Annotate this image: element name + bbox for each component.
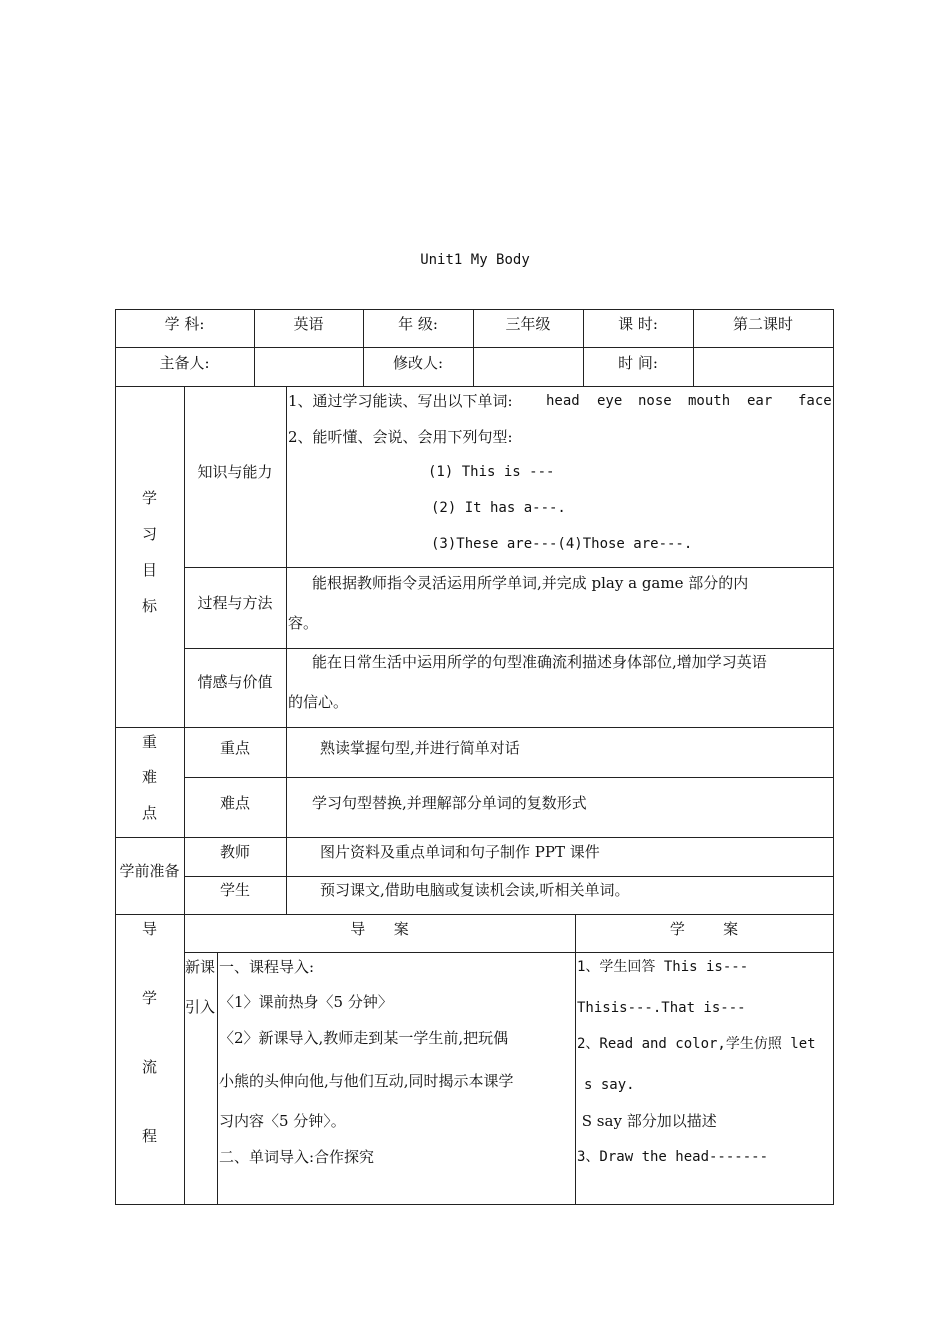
- emotion-label: 情感与价值: [197, 673, 273, 691]
- word-head: head: [546, 393, 580, 409]
- process-line1: 能根据教师指令灵活运用所学单词,并完成 play a game 部分的内: [312, 574, 749, 592]
- key-point-label: 重点: [219, 739, 250, 757]
- key-point-text: 熟读掌握句型,并进行简单对话: [320, 739, 520, 757]
- introduction-label: 引入: [185, 998, 216, 1016]
- grade-value: 三年级: [505, 315, 551, 333]
- period-label: 课 时:: [618, 315, 658, 333]
- keypoints-label-char: 重: [141, 733, 157, 751]
- word-ear: ear: [747, 393, 773, 409]
- time-label: 时 间:: [618, 354, 658, 372]
- editor-label: 修改人:: [392, 354, 444, 372]
- word-nose: nose: [638, 393, 672, 409]
- process-label: 过程与方法: [197, 594, 273, 612]
- grade-label: 年 级:: [398, 315, 438, 333]
- word-eye: eye: [597, 393, 623, 409]
- flow-label-char: 学: [141, 989, 157, 1007]
- subject-value: 英语: [293, 315, 324, 333]
- difficult-point-label: 难点: [219, 794, 250, 812]
- objectives-label-char: 学: [141, 489, 157, 507]
- emotion-line2: 的信心。: [288, 693, 349, 711]
- author-label: 主备人:: [159, 354, 210, 372]
- page-title: Unit1 My Body: [420, 252, 530, 268]
- objectives-label-char: 标: [141, 597, 157, 615]
- pattern-2: (2) It has a---.: [431, 500, 566, 516]
- guide-line: 一、课程导入:: [219, 958, 315, 976]
- guide-line: 小熊的头伸向他,与他们互动,同时揭示本课学: [219, 1072, 514, 1090]
- difficult-point-text: 学习句型替换,并理解部分单词的复数形式: [312, 794, 587, 812]
- knowledge-label: 知识与能力: [197, 463, 273, 481]
- guide-line: 二、单词导入:合作探究: [219, 1148, 375, 1166]
- flow-label-char: 程: [141, 1127, 157, 1145]
- word-face: face: [798, 393, 832, 409]
- knowledge-line1: 1、通过学习能读、写出以下单词:: [288, 392, 513, 410]
- word-mouth: mouth: [688, 393, 731, 409]
- new-lesson-label: 新课: [185, 958, 216, 976]
- flow-label-char: 导: [141, 920, 157, 938]
- study-line: 2、Read and color,学生仿照 let: [577, 1036, 816, 1052]
- period-value: 第二课时: [732, 315, 793, 333]
- pattern-1: (1) This is ---: [428, 464, 555, 480]
- knowledge-line2: 2、能听懂、会说、会用下列句型:: [288, 428, 513, 446]
- student-label: 学生: [219, 881, 250, 899]
- process-line2: 容。: [288, 614, 319, 632]
- subject-label: 学 科:: [164, 315, 205, 333]
- guide-line: 习内容〈5 分钟〉。: [219, 1112, 346, 1130]
- study-line: 3、Draw the head-------: [577, 1149, 769, 1165]
- objectives-label-char: 目: [141, 561, 157, 579]
- study-line: 1、学生回答 This is---: [577, 959, 749, 975]
- teacher-text: 图片资料及重点单词和句子制作 PPT 课件: [320, 843, 600, 861]
- guide-header: 导 案: [350, 920, 409, 938]
- study-line: Thisis---.That is---: [577, 1000, 746, 1016]
- pattern-3-4: (3)These are---(4)Those are---.: [431, 536, 693, 552]
- student-text: 预习课文,借助电脑或复读机会读,听相关单词。: [320, 881, 630, 899]
- guide-line: 〈1〉课前热身〈5 分钟〉: [219, 993, 393, 1011]
- flow-label-char: 流: [141, 1058, 157, 1076]
- study-line: S say 部分加以描述: [577, 1112, 717, 1130]
- study-header: 学 案: [669, 920, 739, 938]
- keypoints-label-char: 难: [141, 768, 157, 786]
- emotion-line1: 能在日常生活中运用所学的句型准确流利描述身体部位,增加学习英语: [312, 653, 767, 671]
- objectives-label-char: 习: [141, 525, 157, 543]
- guide-line: 〈2〉新课导入,教师走到某一学生前,把玩偶: [219, 1029, 509, 1047]
- study-line: s say.: [584, 1077, 635, 1093]
- preparation-label: 学前准备: [119, 862, 180, 880]
- teacher-label: 教师: [219, 843, 250, 861]
- keypoints-label-char: 点: [141, 804, 157, 822]
